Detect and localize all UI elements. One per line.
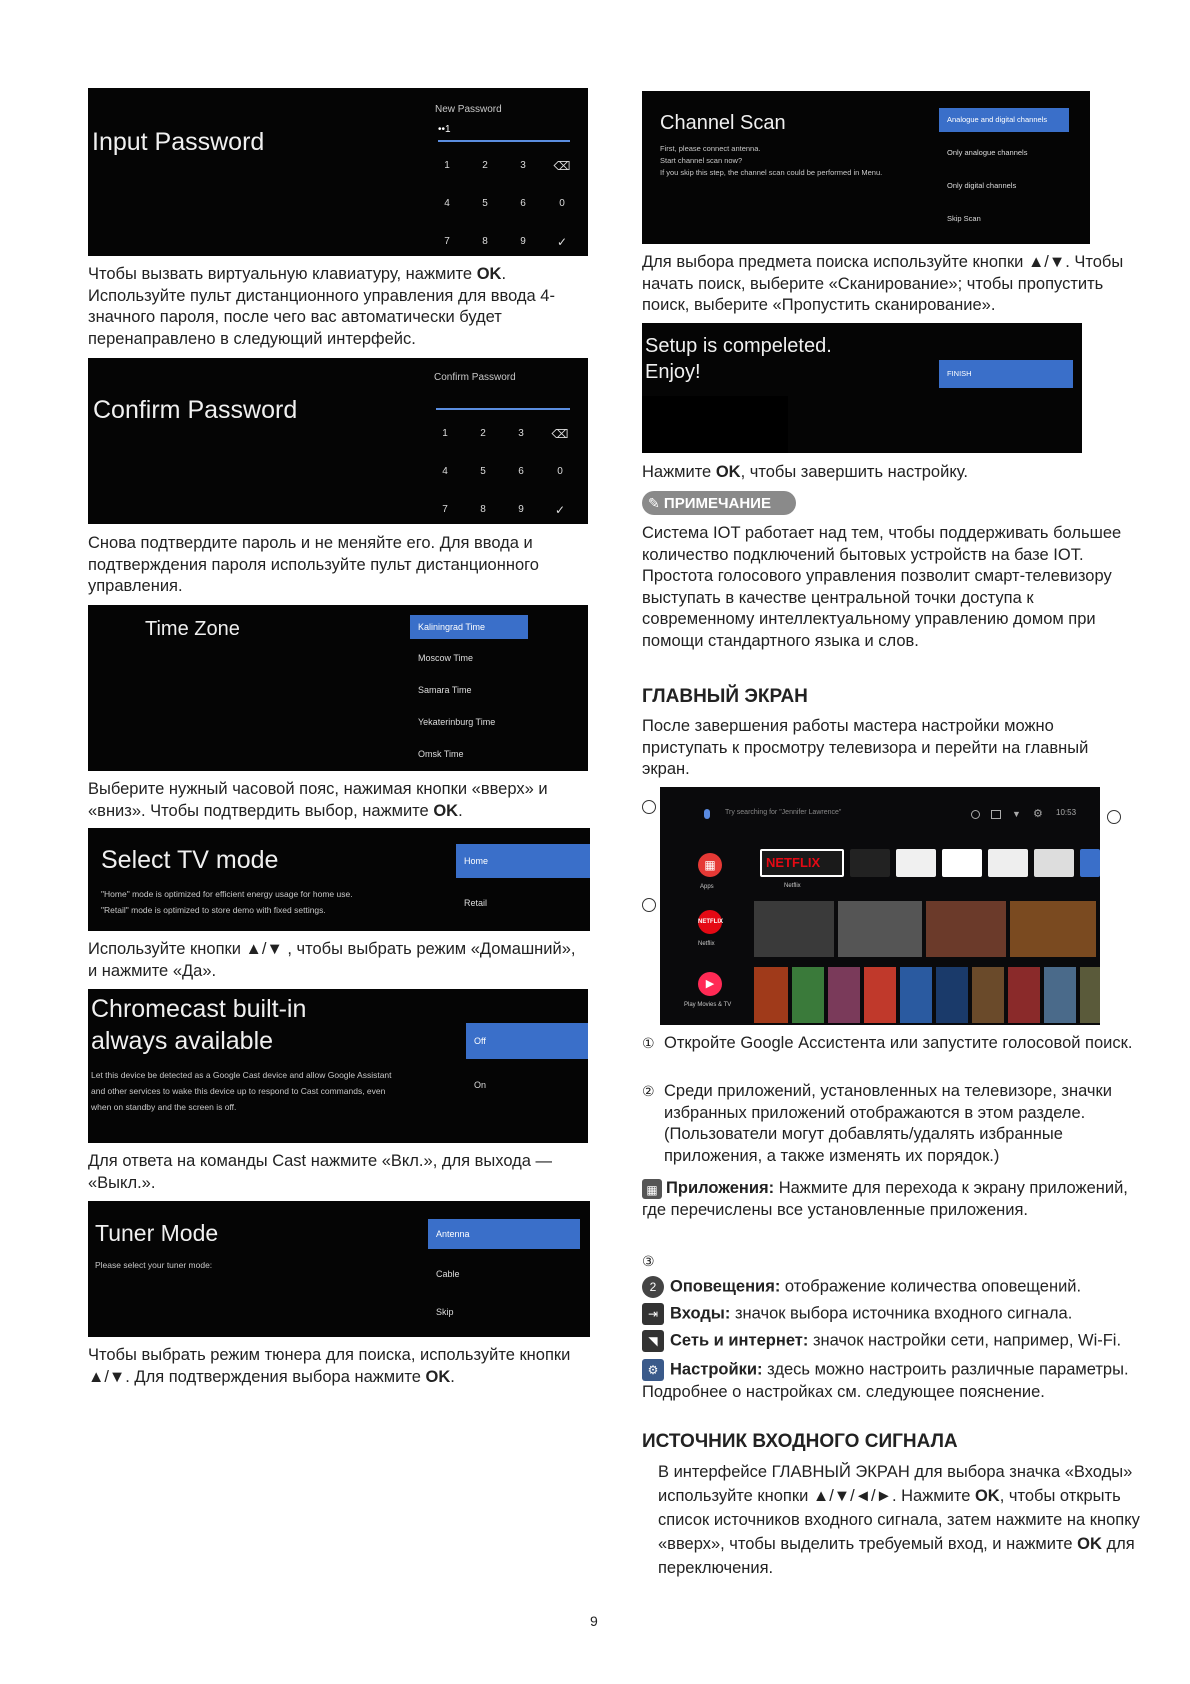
play-movies-label: Play Movies & TV [684, 1002, 732, 1008]
key[interactable]: 8 [482, 236, 488, 247]
caption-text: Чтобы вызвать виртуальную клавиатуру, нажмите [88, 265, 477, 283]
key[interactable]: 3 [520, 160, 526, 171]
timezone-option[interactable]: Omsk Time [418, 749, 464, 759]
home-item-3-marker: ③ [642, 1253, 655, 1269]
chromecast-caption: Для ответа на команды Cast нажмите «Вкл.», для выхода — «Выкл.». [88, 1152, 553, 1192]
page-number: 9 [590, 1613, 598, 1629]
ok-key-label: OK [1077, 1535, 1102, 1553]
screen-title: Setup is compeleted. [645, 335, 832, 357]
key[interactable]: 9 [520, 236, 526, 247]
settings-more: Подробнее о настройках см. следующее пояснение. [642, 1383, 1045, 1401]
callout-marker-1 [642, 800, 656, 814]
content-poster[interactable] [828, 967, 860, 1023]
scan-option[interactable]: Skip Scan [947, 214, 981, 223]
content-poster[interactable] [1044, 967, 1076, 1023]
backspace-key[interactable]: ⌫ [551, 427, 569, 441]
network-title: Сеть и интернет: [670, 1331, 809, 1350]
home-item-1 [642, 1033, 1136, 1055]
settings-gear-icon: ⚙ [642, 1359, 664, 1381]
tuner-description: Please select your tuner mode: [95, 1260, 213, 1270]
more-app-tile[interactable] [1080, 849, 1100, 877]
notifications-text: отображение количества оповещений. [780, 1277, 1082, 1296]
ok-key-label: OK [974, 1487, 1000, 1505]
ok-key-label: OK [433, 801, 459, 820]
caption-text: Чтобы выбрать режим тюнера для поиска, используйте кнопки ▲/▼. Для подтверждения выбора нажмите [88, 1346, 571, 1386]
evo-app-tile[interactable] [850, 849, 890, 877]
content-poster[interactable] [754, 901, 834, 957]
note-badge-label: ПРИМЕЧАНИЕ [663, 495, 771, 512]
timezone-option[interactable]: Samara Time [418, 685, 472, 695]
finish-button[interactable]: FINISH [939, 360, 1073, 388]
apps-title: Приложения: [666, 1179, 775, 1197]
notifications-icon[interactable] [971, 810, 980, 819]
ok-key-label: OK [476, 265, 502, 283]
callout-marker-3 [1107, 810, 1121, 824]
content-poster[interactable] [926, 901, 1006, 957]
confirm-field-label: Confirm Password [434, 372, 516, 383]
netflix-icon[interactable]: NETFLIX [698, 910, 722, 934]
netflix-content-row [754, 901, 1100, 957]
inputs-title: Входы: [670, 1304, 731, 1323]
caption-text: . [450, 1367, 455, 1386]
password-underline [438, 140, 570, 142]
key[interactable]: 3 [518, 428, 524, 439]
tuner-option-skip[interactable]: Skip [436, 1307, 454, 1317]
ok-key-label: OK [715, 463, 741, 481]
tuner-option-cable[interactable]: Cable [436, 1269, 460, 1279]
timezone-option[interactable]: Kaliningrad Time [410, 615, 528, 639]
search-hint[interactable]: Try searching for "Jennifer Lawrence" [725, 809, 842, 816]
content-poster[interactable] [1010, 901, 1096, 957]
content-poster[interactable] [754, 967, 788, 1023]
notifications-description [642, 1276, 1142, 1298]
content-poster[interactable] [838, 901, 922, 957]
settings-icon[interactable]: ⚙ [1033, 808, 1043, 820]
content-poster[interactable] [900, 967, 932, 1023]
key[interactable]: 4 [444, 198, 450, 209]
google-play-store-tile[interactable] [896, 849, 936, 877]
apps-description [642, 1178, 1132, 1221]
key[interactable]: 2 [482, 160, 488, 171]
scan-option[interactable]: Only analogue channels [947, 148, 1028, 157]
chromecast-option-on[interactable]: On [474, 1080, 487, 1090]
scan-option[interactable]: Analogue and digital channels [939, 108, 1069, 132]
inputs-icon[interactable] [991, 810, 1001, 819]
confirm-key[interactable]: ✓ [556, 235, 568, 249]
key[interactable]: 5 [480, 466, 486, 477]
movies-content-row [754, 967, 1100, 1023]
pencil-icon: ✎ [648, 495, 660, 511]
input-password-screen [88, 88, 588, 256]
content-poster[interactable] [792, 967, 824, 1023]
network-text: значок настройки сети, например, Wi-Fi. [808, 1331, 1122, 1350]
source-text: В интерфейсе ГЛАВНЫЙ ЭКРАН для выбора значка «Входы» используйте кнопки ▲/▼/◄/►. Нажмите [658, 1463, 1133, 1505]
screen-title: Channel Scan [660, 112, 786, 134]
chromecast-description: Let this device be detected as a Google Cast device and allow Google Assistant and other services to wake this device up to respond to Cast commands, even when on standby and the screen is off. [91, 1070, 392, 1112]
network-wifi-icon: ◥ [642, 1330, 664, 1352]
key[interactable]: 7 [442, 504, 448, 515]
tv-mode-description: "Home" mode is optimized for efficient energy usage for home use. [101, 889, 353, 899]
settings-text: здесь можно настроить различные параметры. [762, 1360, 1129, 1379]
netflix-tile-label: Netflix [784, 883, 801, 889]
item-number: ② [642, 1083, 655, 1099]
chromecast-option-off[interactable]: Off [466, 1023, 588, 1059]
callout-marker-2 [642, 898, 656, 912]
home-item-2 [642, 1081, 1136, 1167]
ok-key-label: OK [425, 1367, 451, 1386]
screen-title: Input Password [92, 128, 265, 156]
screen-title: Chromecast built-in [91, 995, 307, 1023]
key[interactable]: 9 [518, 504, 524, 515]
key[interactable]: 0 [557, 466, 563, 477]
netflix-app-tile[interactable]: NETFLIX [760, 849, 844, 877]
photo-app-tile[interactable] [1034, 849, 1074, 877]
caption-text: . [458, 801, 463, 820]
caption-text: , чтобы завершить настройку. [740, 463, 968, 481]
key[interactable]: 4 [442, 466, 448, 477]
home-screen-image [660, 787, 1100, 1025]
chromecast-screen [88, 989, 588, 1143]
content-poster[interactable] [1080, 967, 1100, 1023]
screen-title: Enjoy! [645, 361, 701, 383]
confirm-key[interactable]: ✓ [554, 503, 566, 517]
screen-title: always available [91, 1027, 274, 1055]
screen-title: Select TV mode [101, 846, 279, 874]
content-poster[interactable] [936, 967, 968, 1023]
overlay-block [642, 396, 788, 453]
tv-mode-description: "Retail" mode is optimized to store demo with fixed settings. [101, 905, 326, 915]
microphone-icon [704, 809, 710, 819]
inputs-source-icon: ⇥ [642, 1303, 664, 1325]
notifications-title: Оповещения: [670, 1277, 781, 1296]
time-zone-caption [88, 779, 588, 822]
confirm-underline [436, 408, 570, 410]
apps-label: Apps [700, 884, 714, 890]
confirm-password-screen [88, 358, 588, 524]
tv-mode-screen [88, 828, 590, 931]
tuner-mode-caption [88, 1345, 588, 1388]
home-intro: После завершения работы мастера настройки можно приступать к просмотру телевизора и перейти на главный экран. [642, 717, 1089, 778]
key[interactable]: 2 [480, 428, 486, 439]
tv-mode-caption: Используйте кнопки ▲/▼ , чтобы выбрать режим «Домашний», и нажмите «Да». [88, 940, 576, 980]
content-poster[interactable] [864, 967, 896, 1023]
item-text: Откройте Google Ассистента или запустите голосовой поиск. [664, 1034, 1133, 1052]
home-heading: ГЛАВНЫЙ ЭКРАН [642, 686, 808, 707]
tv-mode-option-retail[interactable]: Retail [464, 898, 488, 908]
key[interactable]: 7 [444, 236, 450, 247]
settings-description [642, 1359, 1152, 1381]
channel-scan-screen [642, 91, 1090, 244]
youtube-app-tile[interactable] [942, 849, 982, 877]
wifi-icon[interactable]: ▼ [1012, 809, 1021, 819]
key[interactable]: 1 [442, 428, 448, 439]
channel-scan-caption: Для выбора предмета поиска используйте кнопки ▲/▼. Чтобы начать поиск, выберите «Сканирование»; чтобы пропустить поиск, выберите «Пропустить сканирование». [642, 253, 1124, 314]
scan-description: Start channel scan now? [660, 156, 743, 165]
inputs-text: значок выбора источника входного сигнала. [730, 1304, 1073, 1323]
caption-text: Нажмите [642, 463, 716, 481]
apps-icon[interactable]: ▦ [698, 853, 722, 877]
item-number: ① [642, 1035, 655, 1051]
confirm-password-caption: Снова подтвердите пароль и не меняйте его. Для ввода и подтверждения пароля используйте пульт дистанционного управления. [88, 534, 539, 595]
password-field[interactable]: ••1 [438, 124, 451, 135]
apps-text: Нажмите для перехода к экрану приложений, где перечислены все установленные приложения. [642, 1179, 1128, 1219]
time-zone-screen [88, 605, 588, 771]
tuner-option-antenna[interactable]: Antenna [428, 1219, 580, 1249]
timezone-option[interactable]: Moscow Time [418, 653, 474, 663]
scan-description: First, please connect antenna. [660, 144, 761, 153]
backspace-key[interactable]: ⌫ [553, 159, 571, 173]
notifications-badge-icon: 2 [642, 1276, 664, 1298]
source-text: для переключения. [658, 1535, 1135, 1577]
play-movies-icon[interactable]: ▶ [698, 972, 722, 996]
item-text: Среди приложений, установленных на телевизоре, значки избранных приложений отображаются в этом разделе. (Пользователи могут добавлять/удалять избранные приложения, а также изменять их порядок.) [664, 1082, 1112, 1165]
tuner-mode-screen [88, 1201, 590, 1337]
content-poster[interactable] [1008, 967, 1040, 1023]
key[interactable]: 6 [520, 198, 526, 209]
screen-title: Confirm Password [93, 396, 298, 424]
apps-grid-icon: ▦ [642, 1179, 662, 1199]
key[interactable]: 1 [444, 160, 450, 171]
scan-option[interactable]: Only digital channels [947, 181, 1017, 190]
content-poster[interactable] [972, 967, 1004, 1023]
settings-title: Настройки: [670, 1360, 763, 1379]
key[interactable]: 0 [559, 198, 565, 209]
screen-title: Time Zone [145, 618, 240, 640]
password-field-label: New Password [435, 104, 502, 115]
screen-title: Tuner Mode [95, 1220, 219, 1246]
setup-complete-screen [642, 323, 1082, 453]
play-movies-tile[interactable] [988, 849, 1028, 877]
note-badge [642, 491, 796, 515]
key[interactable]: 6 [518, 466, 524, 477]
source-text: , чтобы открыть список источников входного сигнала, затем нажмите на кнопку «вверх», чтобы выделить требуемый вход, и нажмите [658, 1487, 1140, 1553]
key[interactable]: 8 [480, 504, 486, 515]
timezone-option[interactable]: Yekaterinburg Time [418, 717, 496, 727]
input-source-heading: ИСТОЧНИК ВХОДНОГО СИГНАЛА [642, 1431, 958, 1452]
inputs-description [642, 1303, 1142, 1325]
input-password-caption [88, 264, 588, 350]
tv-mode-option-home[interactable]: Home [456, 844, 590, 878]
key[interactable]: 5 [482, 198, 488, 209]
network-description [642, 1330, 1142, 1352]
input-source-text [658, 1460, 1148, 1580]
caption-text: . Используйте пульт дистанционного управления для ввода 4-значного пароля, после чего вас автоматически будет перенаправлено в следующий интерфейс. [88, 265, 555, 348]
clock: 10:53 [1056, 808, 1077, 817]
setup-complete-caption [642, 462, 1132, 484]
caption-text: Выберите нужный часовой пояс, нажимая кнопки «вверх» и «вниз». Чтобы подтвердить выбор, нажмите [88, 780, 548, 820]
note-text: Система IOT работает над тем, чтобы поддерживать большее количество подключений бытовых устройств на базе IOT. Простота голосового управления позволит смарт-телевизору выступать в качестве центральной точки доступа к современному интеллектуальному управлению домом при помощи стандартного языка и слов. [642, 524, 1122, 650]
scan-description: If you skip this step, the channel scan could be performed in Menu. [660, 168, 883, 177]
netflix-label: Netflix [698, 941, 715, 947]
